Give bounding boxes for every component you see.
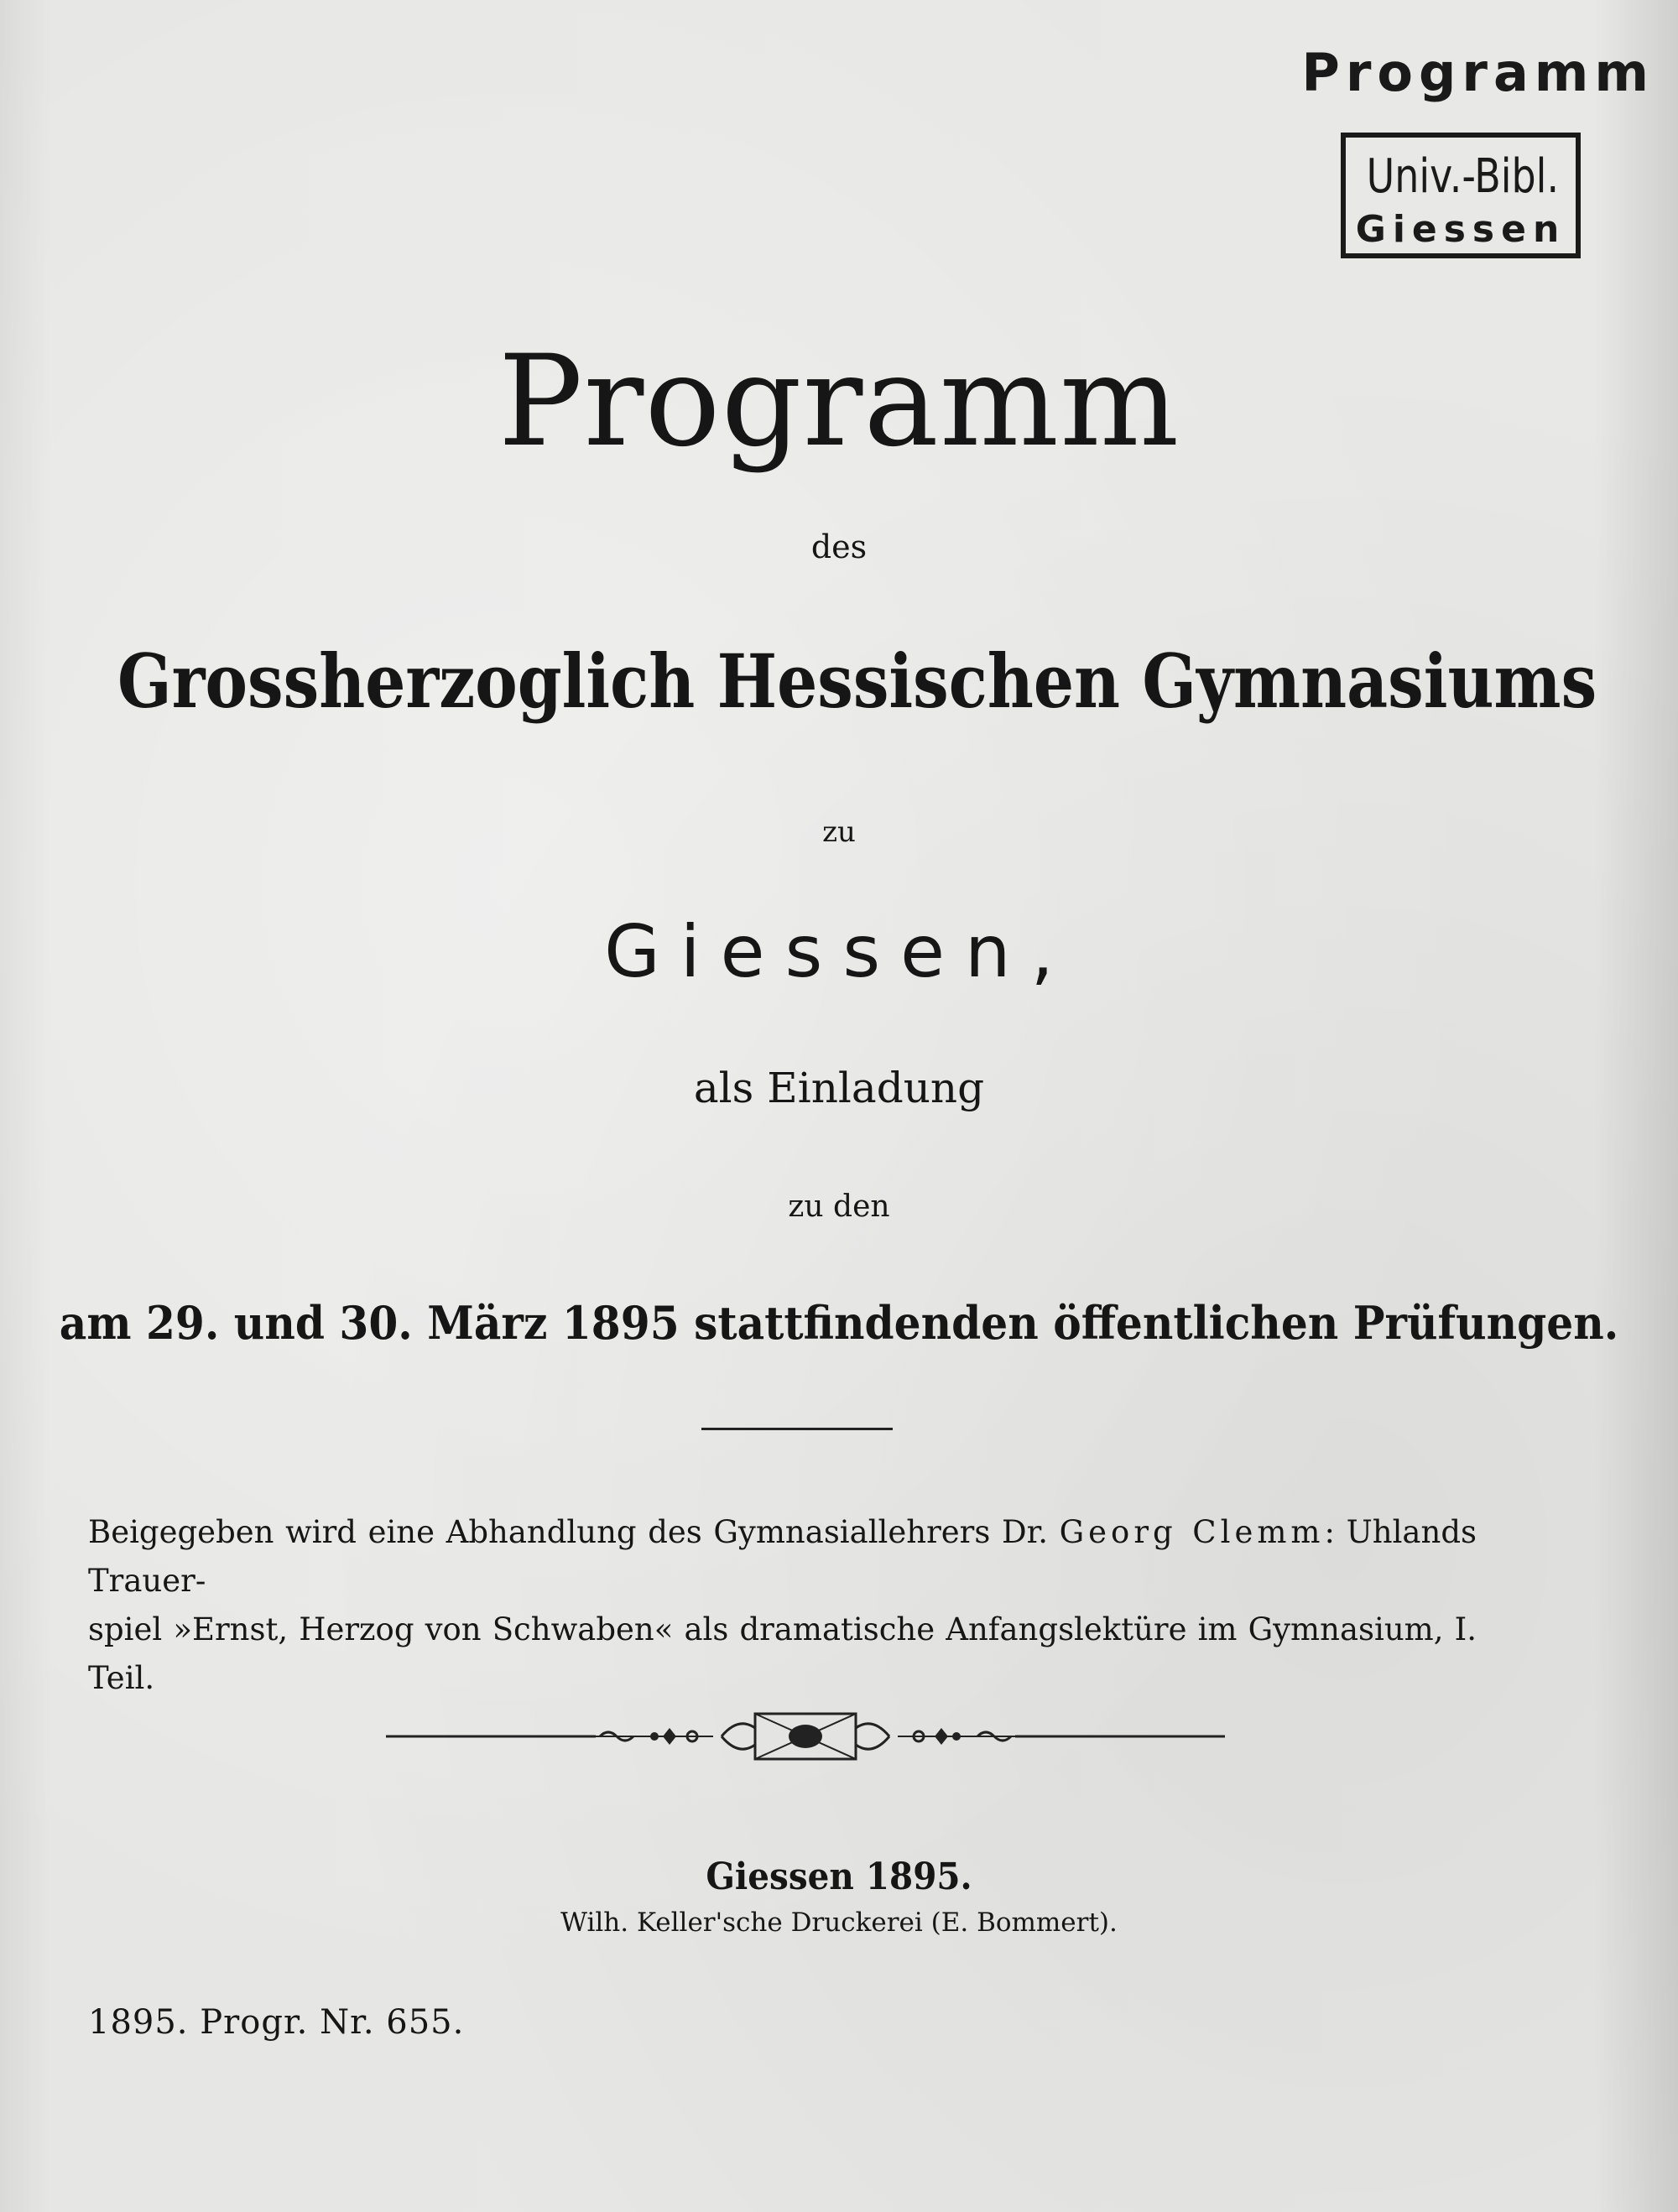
program-number: 1895. Progr. Nr. 655. — [88, 2003, 465, 2042]
city-name: Giessen, — [604, 910, 1074, 994]
abstract-line1-post: : Uhlands Trauer- — [88, 1514, 1477, 1599]
occasion-line: am 29. und 30. März 1895 stattfindenden öffentlichen Prüfungen. — [59, 1296, 1619, 1350]
divider-rule — [701, 1428, 893, 1430]
imprint-printer: Wilh. Keller'sche Druckerei (E. Bommert). — [560, 1908, 1118, 1938]
title-zu-den: zu den — [788, 1189, 890, 1224]
main-title: Programm — [498, 329, 1180, 475]
library-stamp-line2: Giessen — [1355, 208, 1566, 251]
imprint-place-year: Giessen 1895. — [706, 1855, 972, 1898]
title-zu: zu — [822, 815, 856, 849]
abstract-line-1 — [88, 1508, 1477, 1606]
library-stamp-line1: Univ.-Bibl. — [1366, 149, 1560, 204]
library-stamp — [1341, 133, 1581, 258]
institution-name: Grossherzoglich Hessischen Gymnasiums — [117, 638, 1597, 725]
title-des: des — [810, 528, 868, 565]
abstract-paragraph — [88, 1508, 1477, 1703]
invitation-line: als Einladung — [693, 1064, 985, 1112]
ornament-divider — [386, 1707, 1225, 1766]
abstract-line-2: spiel »Ernst, Herzog von Schwaben« als dramatische Anfangslektüre im Gymnasium, I. Teil. — [88, 1611, 1477, 1696]
abstract-line1-pre: Beigegeben wird eine Abhandlung des Gymnasiallehrers Dr. — [88, 1514, 1060, 1550]
stamp-programm-label: Programm — [1301, 42, 1655, 103]
author-name: Georg Clemm — [1059, 1514, 1325, 1550]
